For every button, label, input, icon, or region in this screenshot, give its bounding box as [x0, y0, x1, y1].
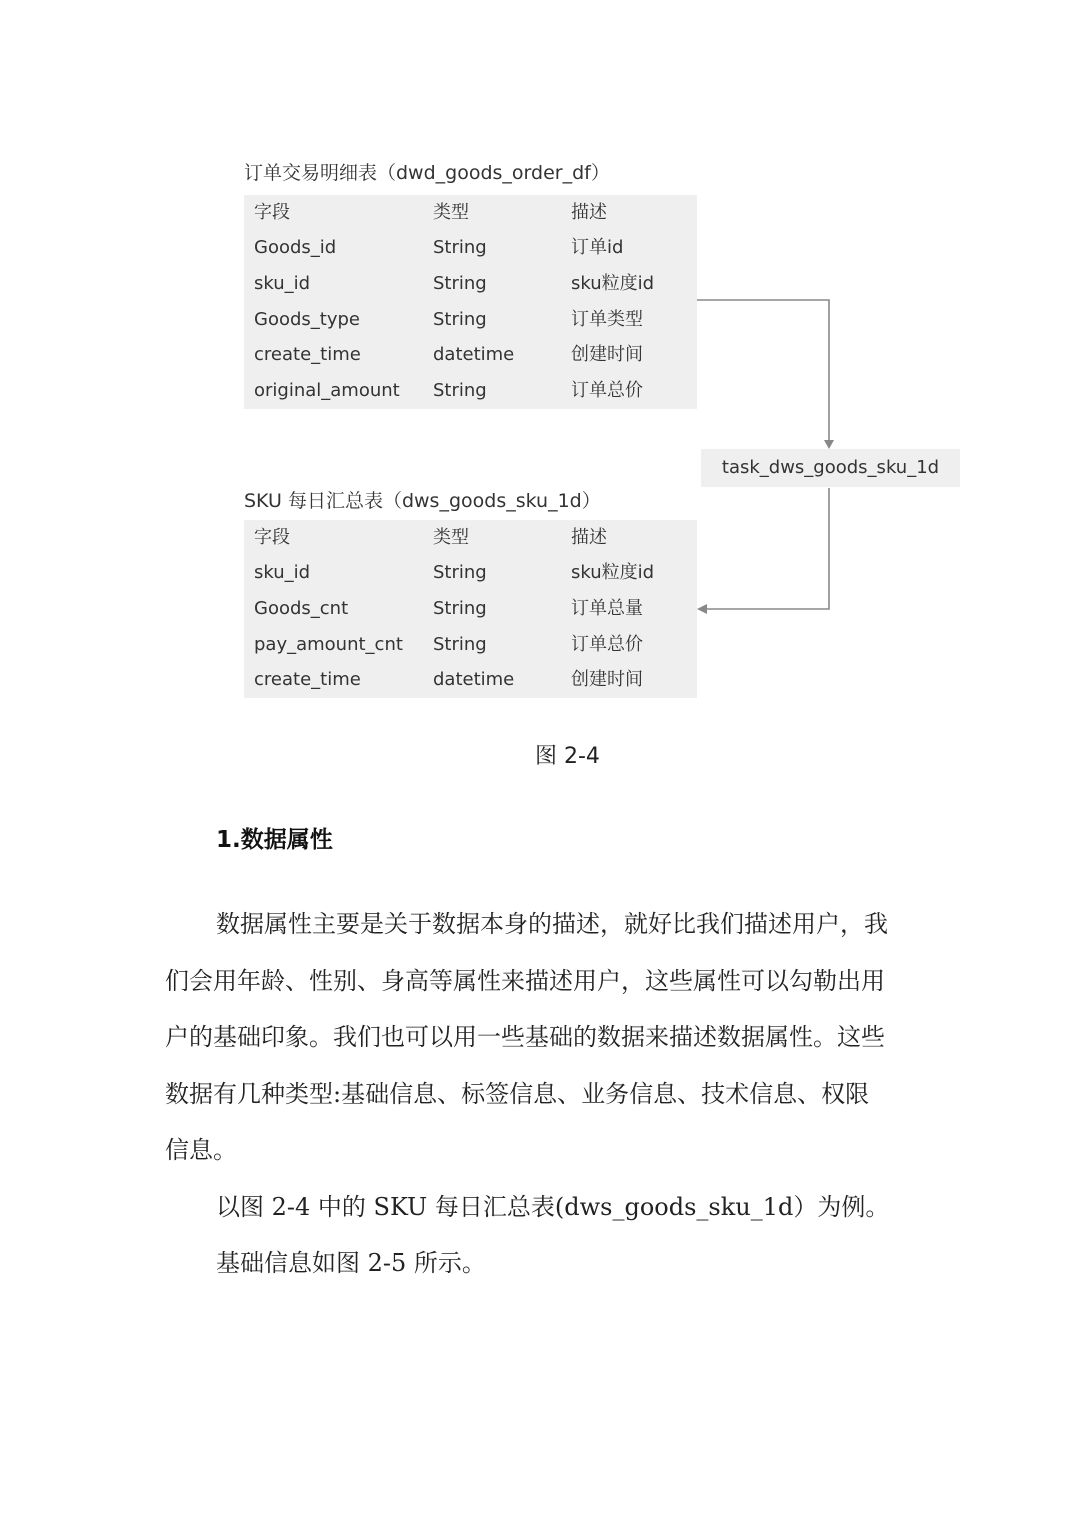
- arrowhead-left-icon: [697, 604, 707, 614]
- type-cell: String: [433, 634, 487, 655]
- header-desc: 描述: [571, 202, 607, 223]
- desc-cell: 订单类型: [571, 309, 643, 330]
- task-box: task_dws_goods_sku_1d: [701, 449, 960, 487]
- paragraph-basic-info: 基础信息如图 2-5 所示。: [216, 1249, 486, 1277]
- paragraph-example: 以图 2-4 中的 SKU 每日汇总表(dws_goods_sku_1d）为例。: [216, 1193, 890, 1221]
- type-cell: String: [433, 309, 487, 330]
- type-cell: datetime: [433, 669, 515, 690]
- desc-cell: 订单id: [571, 237, 624, 258]
- desc-cell: sku粒度id: [571, 273, 655, 294]
- paragraph-line: 信息。: [165, 1136, 237, 1164]
- header-field: 字段: [254, 202, 290, 223]
- desc-cell: sku粒度id: [571, 562, 655, 583]
- field-cell: original_amount: [254, 380, 400, 401]
- table2-title: SKU 每日汇总表（dws_goods_sku_1d）: [244, 490, 601, 512]
- header-desc: 描述: [571, 527, 607, 548]
- sku-summary-table: [244, 520, 697, 698]
- section-heading: 1.数据属性: [216, 827, 333, 853]
- field-cell: Goods_id: [254, 237, 337, 258]
- type-cell: datetime: [433, 344, 515, 365]
- arrow-to-table2: [706, 488, 829, 609]
- desc-cell: 订单总量: [571, 598, 643, 619]
- field-cell: Goods_cnt: [254, 598, 349, 619]
- field-cell: create_time: [254, 344, 361, 365]
- figure-caption: 图 2-4: [535, 744, 600, 769]
- header-field: 字段: [254, 527, 290, 548]
- paragraph-line: 数据有几种类型:基础信息、标签信息、业务信息、技术信息、权限: [165, 1080, 870, 1108]
- type-cell: String: [433, 562, 487, 583]
- header-type: 类型: [433, 527, 469, 548]
- arrow-to-task: [697, 300, 829, 443]
- arrowhead-down-icon: [824, 440, 834, 449]
- type-cell: String: [433, 380, 487, 401]
- field-cell: pay_amount_cnt: [254, 634, 403, 655]
- desc-cell: 订单总价: [571, 634, 643, 655]
- type-cell: String: [433, 237, 487, 258]
- field-cell: sku_id: [254, 273, 311, 294]
- table1-title: 订单交易明细表（dwd_goods_order_df）: [244, 162, 610, 184]
- type-cell: String: [433, 598, 487, 619]
- desc-cell: 订单总价: [571, 380, 643, 401]
- desc-cell: 创建时间: [571, 344, 643, 365]
- desc-cell: 创建时间: [571, 669, 643, 690]
- paragraph-line: 数据属性主要是关于数据本身的描述，就好比我们描述用户，我: [216, 910, 888, 938]
- field-cell: create_time: [254, 669, 361, 690]
- header-type: 类型: [433, 202, 469, 223]
- type-cell: String: [433, 273, 487, 294]
- paragraph-line: 户的基础印象。我们也可以用一些基础的数据来描述数据属性。这些: [165, 1023, 885, 1051]
- field-cell: Goods_type: [254, 309, 360, 330]
- paragraph-line: 们会用年龄、性别、身高等属性来描述用户，这些属性可以勾勒出用: [165, 967, 885, 995]
- field-cell: sku_id: [254, 562, 311, 583]
